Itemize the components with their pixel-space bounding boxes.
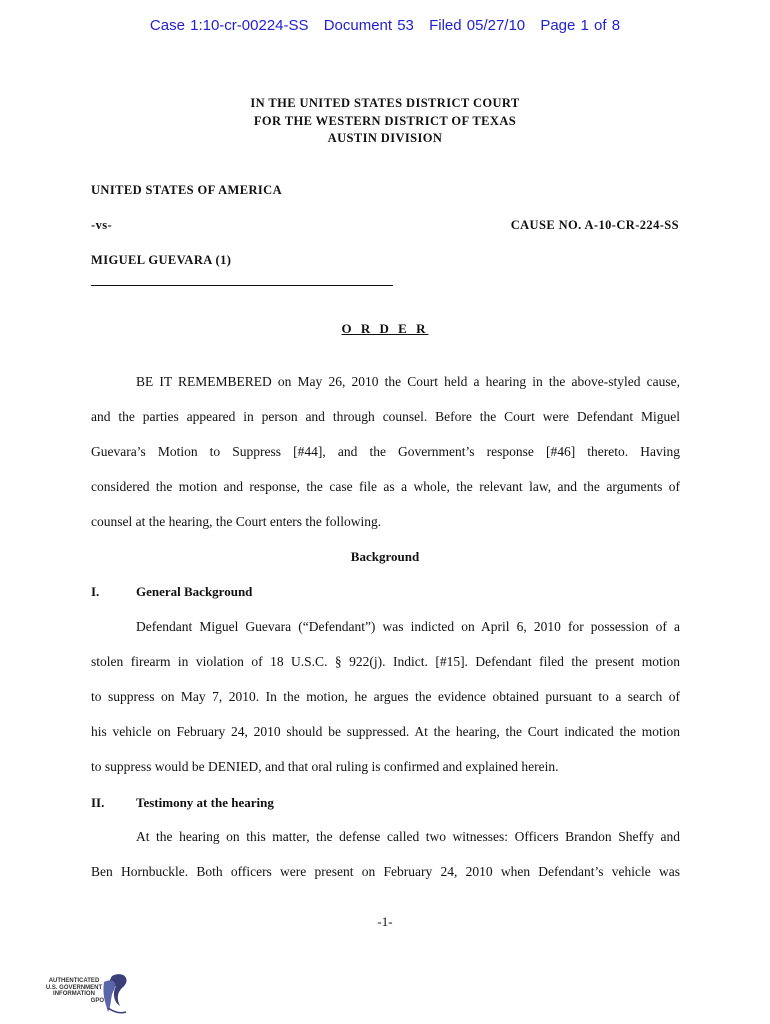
intro-line-3: Guevara’s Motion to Suppress [#44], and the Government’s response [#46] thereto. Having (91, 444, 680, 459)
document-header-stamp (0, 17, 770, 34)
section-2-heading: Testimony at the hearing (136, 795, 274, 810)
document-number: Document 53 (323, 17, 414, 34)
section-2-line-1: At the hearing on this matter, the defense called two witnesses: Officers Brandon Sheffy and (136, 829, 680, 844)
gpo-line-2: U.S. GOVERNMENT (45, 984, 103, 991)
plaintiff-name: UNITED STATES OF AMERICA (91, 183, 282, 197)
section-2-number: II. (91, 795, 105, 810)
section-2-line-2: Ben Hornbuckle. Both officers were present on February 24, 2010 when Defendant’s vehicle was (91, 864, 680, 879)
order-title: O R D E R (341, 321, 429, 336)
background-heading: Background (350, 549, 420, 564)
intro-line-5: counsel at the hearing, the Court enters the following. (91, 514, 382, 529)
gpo-mark: GPO (90, 997, 104, 1004)
intro-line-4: considered the motion and response, the case file as a whole, the relevant law, and the arguments of (91, 479, 680, 494)
gpo-authentication-logo (42, 968, 132, 1018)
court-line-3: AUSTIN DIVISION (327, 131, 443, 145)
gpo-line-1: AUTHENTICATED (48, 978, 100, 984)
cause-number: CAUSE NO. A-10-CR-224-SS (510, 218, 679, 232)
section-1-line-2: stolen firearm in violation of 18 U.S.C. § 922(j). Indict. [#15]. Defendant filed the present motion (91, 654, 680, 669)
court-line-2: FOR THE WESTERN DISTRICT OF TEXAS (253, 113, 517, 128)
filed-date: Filed 05/27/10 (429, 17, 526, 34)
caption-divider (91, 285, 393, 286)
section-1-line-1: Defendant Miguel Guevara (“Defendant”) was indicted on April 6, 2010 for possession of a (136, 619, 680, 634)
section-1-line-4: his vehicle on February 24, 2010 should be suppressed. At the hearing, the Court indicated the motion (91, 724, 680, 739)
gpo-line-3: INFORMATION (53, 991, 95, 997)
section-1-line-5: to suppress would be DENIED, and that oral ruling is confirmed and explained herein. (91, 759, 559, 774)
page-count: Page 1 of 8 (540, 17, 621, 34)
court-heading (0, 95, 770, 148)
section-1-line-3: to suppress on May 7, 2010. In the motion, he argues the evidence obtained pursuant to a search of (91, 689, 680, 704)
section-1-number: I. (91, 584, 100, 599)
defendant-name: MIGUEL GUEVARA (1) (91, 253, 232, 267)
versus-label: -vs- (91, 218, 113, 232)
section-1-heading: General Background (136, 584, 253, 599)
court-line-1: IN THE UNITED STATES DISTRICT COURT (250, 96, 520, 110)
intro-line-1: BE IT REMEMBERED on May 26, 2010 the Court held a hearing in the above-styled cause, (136, 374, 680, 389)
intro-line-2: and the parties appeared in person and through counsel. Before the Court were Defendant Miguel (91, 409, 680, 424)
page-number: -1- (377, 914, 393, 929)
case-number: Case 1:10-cr-00224-SS (149, 17, 309, 34)
